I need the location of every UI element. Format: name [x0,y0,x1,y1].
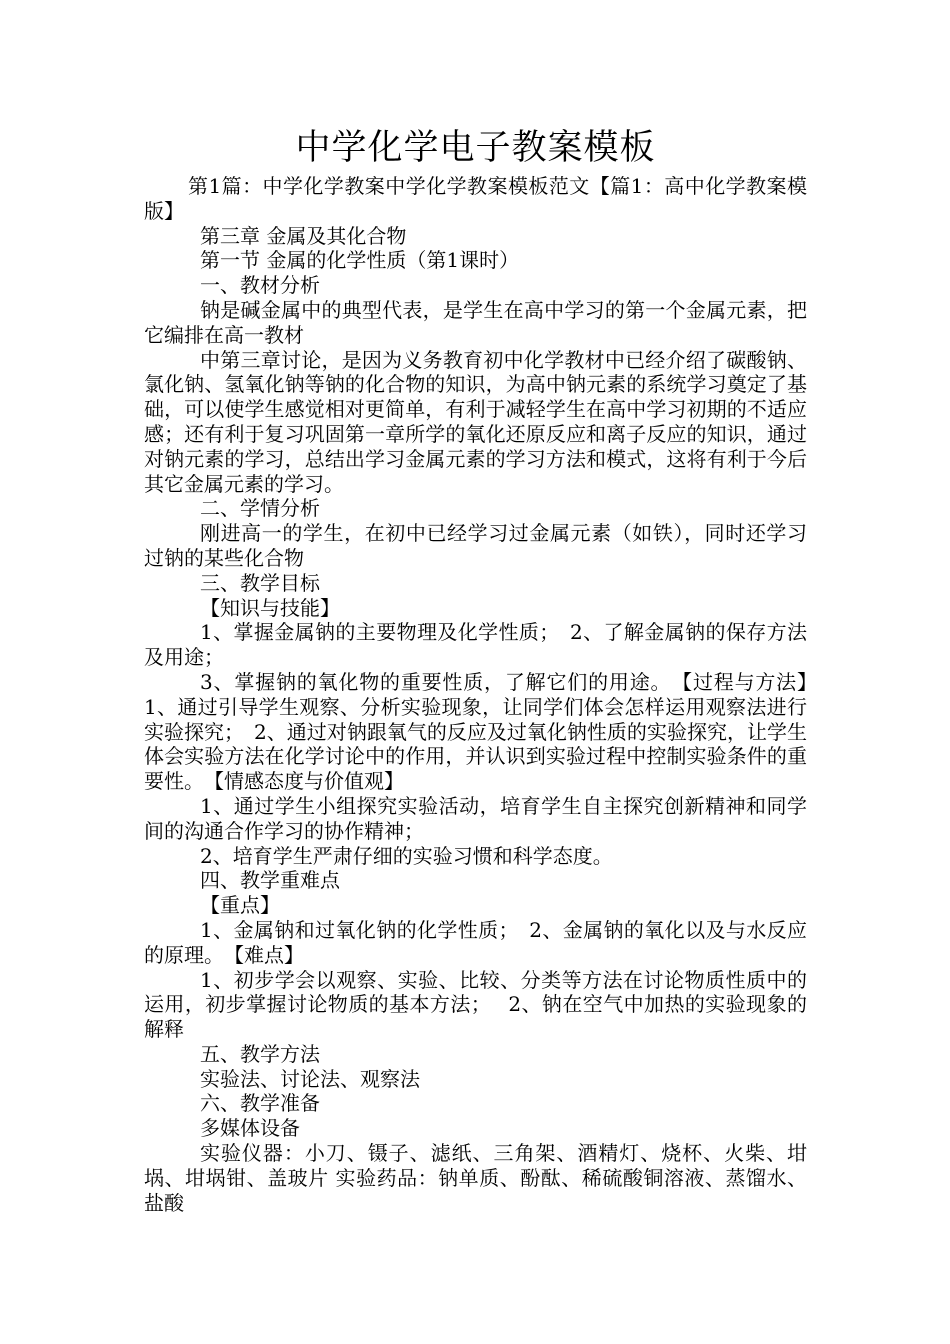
document-page [144,122,827,1215]
section-heading: 第一节 金属的化学性质（第1课时） [200,248,520,273]
paragraph-student-analysis: 刚进高一的学生，在初中已经学习过金属元素（如铁），同时还学习过钠的某些化合物 [144,521,807,570]
heading-teaching-methods: 五、教学方法 [200,1041,320,1066]
heading-preparation: 六、教学准备 [200,1091,320,1116]
heading-focus: 【重点】 [200,893,280,918]
chapter-heading: 第三章 金属及其化合物 [200,223,407,248]
paragraph-difficulty: 1、初步学会以观察、实验、比较、分类等方法在讨论物质性质中的运用，初步掌握讨论物质的基本方法； 2、钠在空气中加热的实验现象的解释 [144,967,807,1042]
paragraph-goals-4: 2、培育学生严肃仔细的实验习惯和科学态度。 [200,843,613,868]
document-title: 中学化学电子教案模板 [295,128,656,168]
heading-knowledge-skills: 【知识与技能】 [200,595,340,620]
paragraph-teaching-methods: 实验法、讨论法、观察法 [200,1066,420,1091]
heading-textbook-analysis: 一、教材分析 [200,273,320,298]
paragraph-textbook-analysis-1: 钠是碱金属中的典型代表，是学生在高中学习的第一个金属元素，把它编排在高一教材 [144,297,807,347]
paragraph-goals-3: 1、通过学生小组探究实验活动，培育学生自主探究创新精神和同学间的沟通合作学习的协作精神； [144,793,807,843]
paragraph-source: 第1篇：中学化学教案中学化学教案模板范文【篇1：高中化学教案模版】 [144,174,807,223]
paragraph-textbook-analysis-2: 中第三章讨论，是因为义务教育初中化学教材中已经介绍了碳酸钠、氯化钠、氢氧化钠等钠的化合物的知识，为高中钠元素的系统学习奠定了基础，可以使学生感觉相对更简单，有利于减轻学生在高中学习初期的不适应感；还有利于复习巩固第一章所学的氧化还原反应和离子反应的知识，通过对钠元素的学习，总结出学习金属元素的学习方法和模式，这将有利于今后其它金属元素的学习。 [144,347,807,496]
paragraph-goals-1: 1、掌握金属钠的主要物理及化学性质； 2、了解金属钠的保存方法及用途； [144,620,807,670]
heading-key-points: 四、教学重难点 [200,868,340,893]
paragraph-goals-2: 3、掌握钠的氧化物的重要性质，了解它们的用途。 【过程与方法】 1、通过引导学生观察、分析实验现象，让同学们体会怎样运用观察法进行实验探究； 2、通过对钠跟氧气的反应及过氧化钠性质的实验探究，让学生体会实验方法在化学讨论中的作用，并认识到实验过程中控制实验条件的重要性。 【情感态度与价值观】 [144,669,827,794]
heading-teaching-goals: 三、教学目标 [200,570,320,595]
paragraph-multimedia: 多媒体设备 [200,1116,300,1141]
heading-student-analysis: 二、学情分析 [200,496,320,521]
paragraph-equipment: 实验仪器：小刀、镊子、滤纸、三角架、酒精灯、烧杯、火柴、坩埚、坩埚钳、盖玻片 实验药品：钠单质、酚酞、稀硫酸铜溶液、蒸馏水、盐酸 [144,1141,807,1215]
paragraph-focus: 1、金属钠和过氧化钠的化学性质； 2、金属钠的氧化以及与水反应的原理。 【难点】 [144,917,807,967]
